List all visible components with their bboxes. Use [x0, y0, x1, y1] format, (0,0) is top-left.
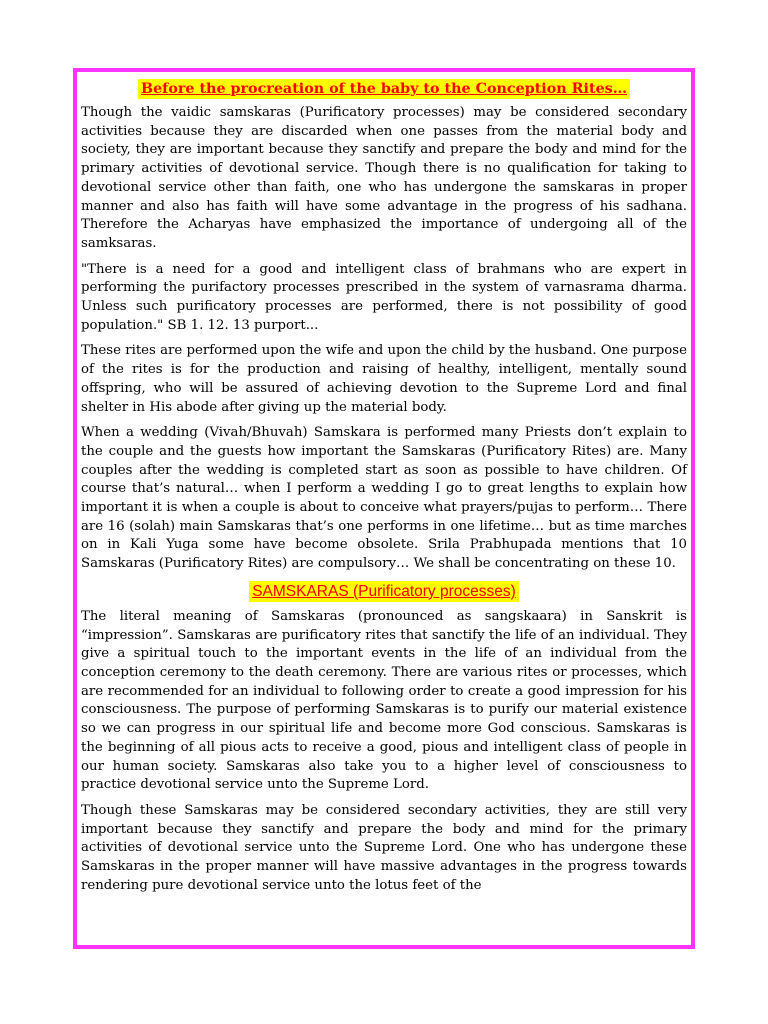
paragraph-sb-quote: "There is a need for a good and intelligent class of brahmans who are expert in performing the purifactory processes prescribed in the system of varnasrama dharma. Unless such purificatory processes are performed, there is not possibility of good population." SB 1. 12. 13 purport...	[81, 261, 687, 333]
heading-conception-rites: Before the procreation of the baby to the Conception Rites…	[138, 79, 630, 99]
paragraph-wedding: When a wedding (Vivah/Bhuvah) Samskara is performed many Priests don’t explain to the couple and the guests how important the Samskaras (Purificatory Rites) are. Many couples after the wedding is completed start as soon as possible to have children. Of course that’s natural… when I perform a wedding I go to great lengths to explain how important it is when a couple is about to conceive what prayers/pujas to perform… There are 16 (solah) main Samskaras that’s one performs in one lifetime… but as time marches on in Kali Yuga some have become obsolete. Srila Prabhupada mentions that 10 Samskaras (Purificatory Rites) are compulsory… We shall be concentrating on these 10.	[81, 425, 687, 572]
heading-samskaras: SAMSKARAS (Purificatory processes)	[249, 581, 519, 602]
heading-samskaras-wrap	[81, 581, 687, 602]
paragraph-intro: Though the vaidic samskaras (Purificatory processes) may be considered secondary activities because they are discarded when one passes from the material body and society, they are important because they sanctify and prepare the body and mind for the primary activities of devotional service. Though there is no qualification for taking to devotional service other than faith, one who has undergone the samskaras in proper manner and also has faith will have some advantage in the progress of his sadhana. Therefore the Acharyas have emphasized the importance of undergoing all of the samksaras.	[81, 105, 687, 251]
page-border-frame	[73, 68, 695, 949]
paragraph-literal-meaning: The literal meaning of Samskaras (pronounced as sangskaara) in Sanskrit is “impression”. Samskaras are purificatory rites that sanctify the life of an individual. They give a spiritual touch to the important events in the life of an individual from the conception ceremony to the death ceremony. There are various rites or processes, which are recommended for an individual to following order to create a good impression for his consciousness. The purpose of performing Samskaras is to purify our material existence so we can progress in our spiritual life and become more God conscious. Samskaras is the beginning of all pious acts to receive a good, pious and intelligent class of people in our human society. Samskaras also take you to a higher level of consciousness to practice devotional service unto the Supreme Lord.	[81, 608, 687, 793]
paragraph-rites-purpose: These rites are performed upon the wife and upon the child by the husband. One purpose of the rites is for the production and raising of healthy, intelligent, mentally sound offspring, who will be assured of achieving devotion to the Supreme Lord and final shelter in His abode after giving up the material body.	[81, 343, 687, 415]
heading-conception-rites-wrap	[81, 78, 687, 99]
paragraph-secondary-activities: Though these Samskaras may be considered secondary activities, they are still very important because they sanctify and prepare the body and mind for the primary activities of devotional service unto the Supreme Lord. One who has undergone these Samskaras in the proper manner will have massive advantages in the progress towards rendering pure devotional service unto the lotus feet of the	[81, 802, 687, 893]
